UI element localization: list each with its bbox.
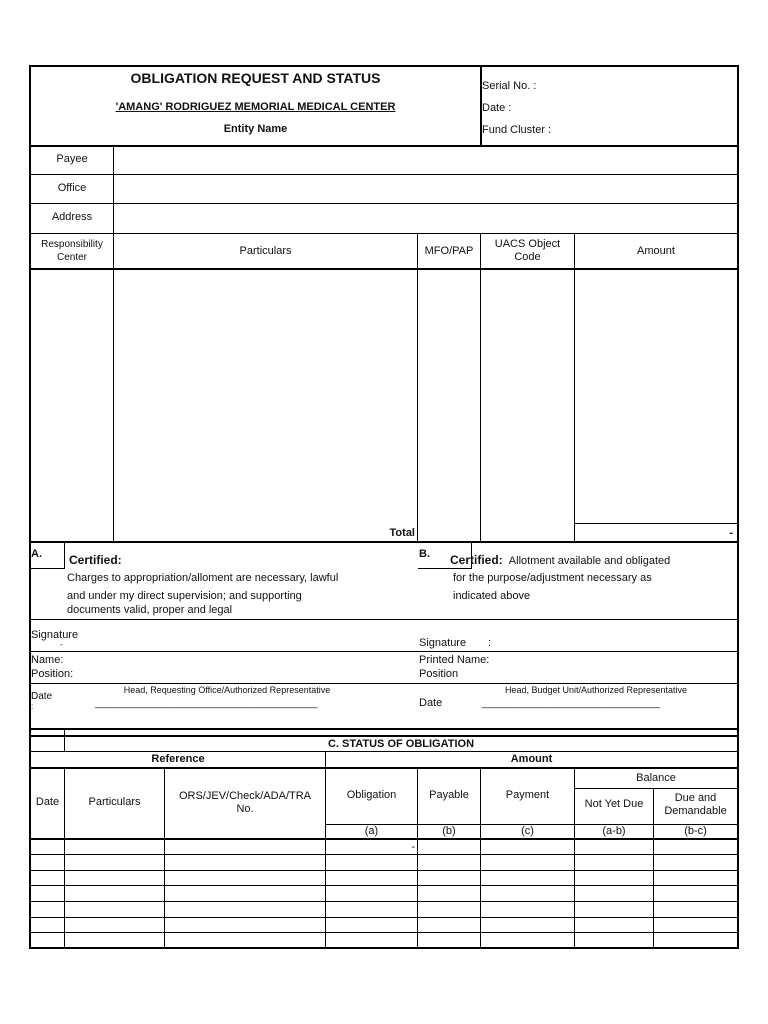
cert-b-heading: Certified: Allotment available and obligated <box>450 553 671 567</box>
entity-name-label: Entity Name <box>223 123 288 135</box>
due-demandable-header: Due and Demandable <box>664 792 727 817</box>
date-label: Date : <box>482 102 512 114</box>
amount-group-header: Amount <box>510 753 553 765</box>
payee-label: Payee <box>56 153 88 165</box>
sub-a-label: (a) <box>364 825 379 837</box>
status-particulars-header: Particulars <box>88 796 141 808</box>
cert-b-position-label: Position <box>419 668 459 680</box>
responsibility-center-header: Responsibility Center <box>41 239 103 263</box>
cert-b-date-line: ________________________________ <box>482 698 660 709</box>
cert-a-title: Certified: <box>69 553 122 567</box>
mfo-pap-header: MFO/PAP <box>424 245 474 257</box>
obligation-header: Obligation <box>346 789 397 801</box>
uacs-object-code-header: UACS Object Code <box>494 238 561 263</box>
ors-jev-header: ORS/JEV/Check/ADA/TRA No. <box>178 790 312 815</box>
office-field[interactable] <box>115 177 735 201</box>
address-field[interactable] <box>115 206 735 231</box>
cert-a-position-label: Position: <box>31 668 74 680</box>
cert-a-date-label: Date <box>31 691 53 702</box>
cert-a-signature-mark: - <box>60 640 63 649</box>
cert-a-letter: A. <box>31 548 42 560</box>
particulars-header: Particulars <box>239 245 292 257</box>
payee-field[interactable] <box>115 148 735 172</box>
form-title: OBLIGATION REQUEST AND STATUS <box>130 70 381 86</box>
cert-b-signature-label: Signature <box>419 637 467 649</box>
address-label: Address <box>51 211 93 223</box>
cert-a-date-mark: : <box>31 702 34 711</box>
cert-a-role: Head, Requesting Office/Authorized Representative <box>123 685 331 695</box>
total-amount: - <box>729 527 733 539</box>
cert-b-signature-colon: : <box>488 637 492 649</box>
first-row-obligation-value: - <box>411 841 415 853</box>
status-of-obligation-title: C. STATUS OF OBLIGATION <box>327 738 475 750</box>
total-label: Total <box>389 527 415 539</box>
cert-a-text-2: and under my direct supervision; and supporting <box>67 590 302 602</box>
reference-header: Reference <box>151 753 205 765</box>
cert-b-role: Head, Budget Unit/Authorized Representative <box>504 685 688 695</box>
sub-bc-label: (b-c) <box>684 825 707 837</box>
cert-a-name-label: Name: <box>31 654 64 666</box>
cert-b-printed-name-label: Printed Name: <box>419 654 490 666</box>
cert-b-text-2: for the purpose/adjustment necessary as <box>453 572 652 584</box>
amount-header: Amount <box>637 245 675 257</box>
cert-a-date-line: ________________________________________ <box>95 698 318 709</box>
fund-cluster-label: Fund Cluster : <box>482 124 552 136</box>
office-label: Office <box>57 182 87 194</box>
payment-header: Payment <box>505 789 550 801</box>
sub-b-label: (b) <box>442 825 456 837</box>
balance-header: Balance <box>636 772 676 784</box>
sub-ab-label: (a-b) <box>602 825 626 837</box>
cert-b-text-3: indicated above <box>453 590 531 602</box>
cert-a-signature-label: Signature <box>31 629 79 641</box>
serial-no-label: Serial No. : <box>482 80 537 92</box>
cert-b-letter: B. <box>419 548 430 560</box>
entity-name-value: 'AMANG' RODRIGUEZ MEMORIAL MEDICAL CENTER <box>115 101 396 113</box>
sub-c-label: (c) <box>521 825 534 837</box>
payable-header: Payable <box>429 789 469 801</box>
not-yet-due-header: Not Yet Due <box>584 798 644 810</box>
cert-a-text-1: Charges to appropriation/alloment are necessary, lawful <box>67 572 339 584</box>
status-date-header: Date <box>35 796 60 808</box>
cert-b-date-label: Date <box>419 697 443 709</box>
cert-a-text-3: documents valid, proper and legal <box>67 604 233 616</box>
